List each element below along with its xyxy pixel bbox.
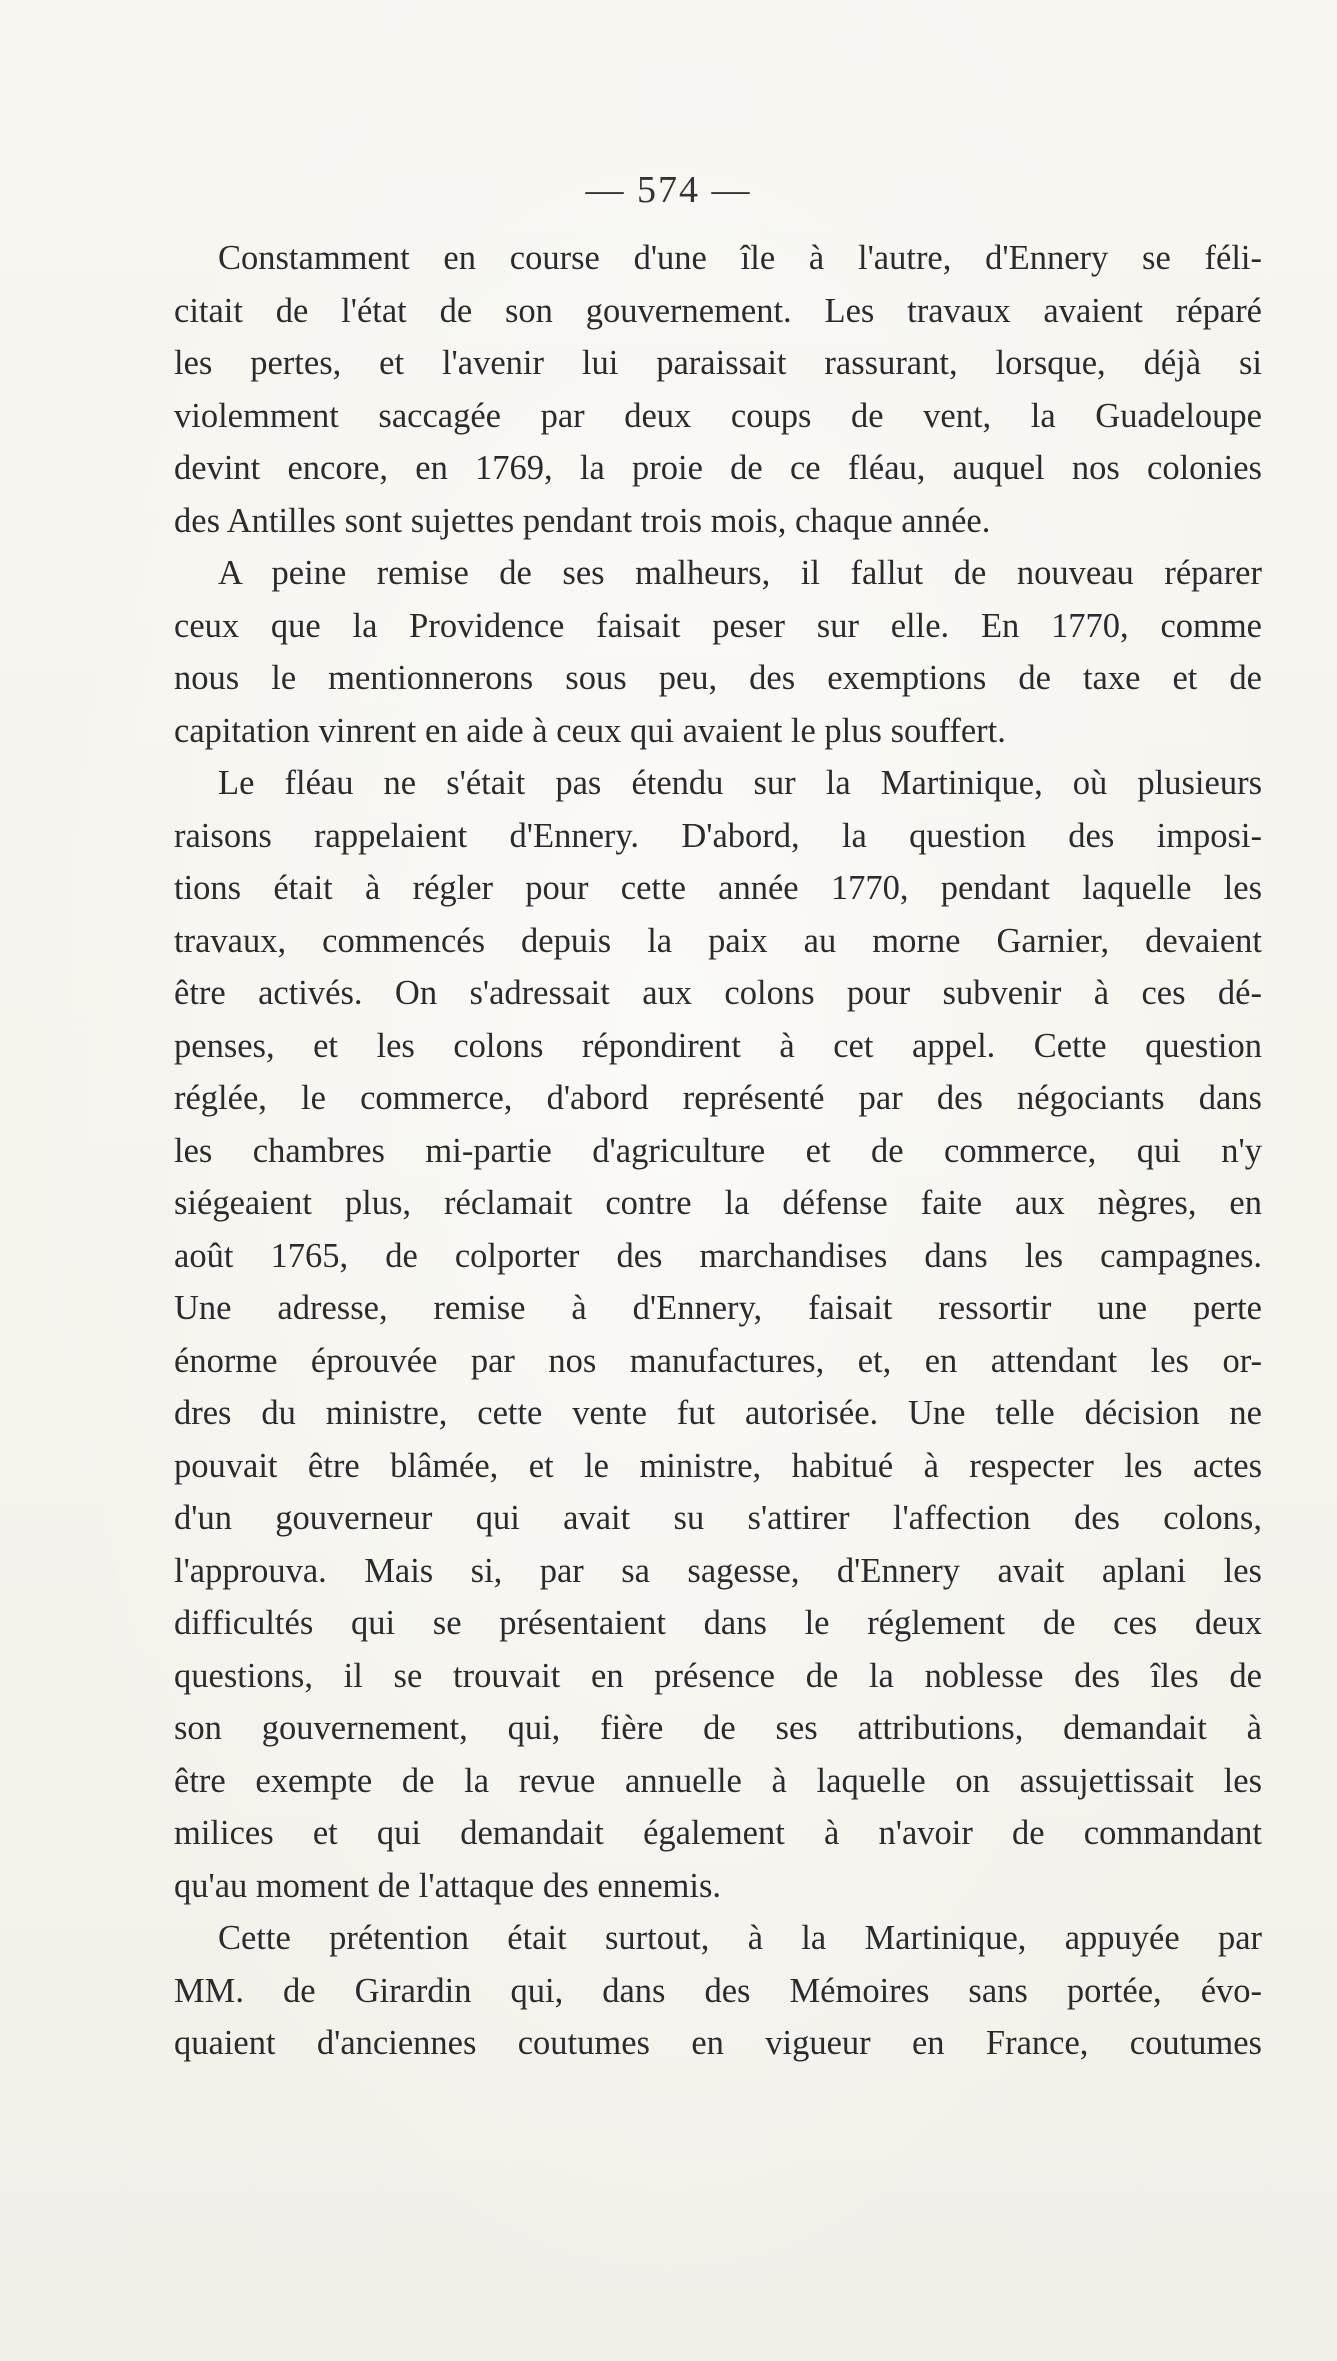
text-line: nous le mentionnerons sous peu, des exemptions de taxe et de — [174, 659, 1262, 697]
text-line: dres du ministre, cette vente fut autorisée. Une telle décision ne — [174, 1394, 1262, 1432]
text-line: qu'au moment de l'attaque des ennemis. — [174, 1866, 722, 1905]
text-line: questions, il se trouvait en présence de la noblesse des îles de — [174, 1656, 1262, 1695]
text-line: être exempte de la revue annuelle à laquelle on assujettissait les — [174, 1761, 1262, 1800]
text-line: difficultés qui se présentaient dans le réglement de ces deux — [174, 1604, 1262, 1642]
body-text — [174, 232, 1262, 2070]
text-line: siégeaient plus, réclamait contre la défense faite aux nègres, en — [174, 1184, 1262, 1222]
text-line: capitation vinrent en aide à ceux qui avaient le plus souffert. — [174, 711, 1006, 750]
text-line: Constamment en course d'une île à l'autre, d'Ennery se féli- — [218, 239, 1262, 277]
text-line: les chambres mi-partie d'agriculture et de commerce, qui n'y — [174, 1131, 1262, 1170]
text-line: ceux que la Providence faisait peser sur elle. En 1770, comme — [174, 606, 1262, 645]
text-line: travaux, commencés depuis la paix au morne Garnier, devaient — [174, 921, 1262, 960]
text-line: Cette prétention était surtout, à la Martinique, appuyée par — [218, 1919, 1262, 1957]
text-line: devint encore, en 1769, la proie de ce fléau, auquel nos colonies — [174, 449, 1262, 487]
text-line: son gouvernement, qui, fière de ses attributions, demandait à — [174, 1709, 1262, 1747]
text-line: A peine remise de ses malheurs, il fallut de nouveau réparer — [218, 554, 1262, 592]
text-line: raisons rappelaient d'Ennery. D'abord, la question des imposi- — [174, 816, 1262, 855]
text-line: les pertes, et l'avenir lui paraissait rassurant, lorsque, déjà si — [174, 344, 1262, 382]
text-line: énorme éprouvée par nos manufactures, et, en attendant les or- — [174, 1341, 1262, 1380]
text-line: penses, et les colons répondirent à cet appel. Cette question — [174, 1026, 1262, 1065]
text-line: MM. de Girardin qui, dans des Mémoires sans portée, évo- — [174, 1971, 1262, 2010]
text-line: des Antilles sont sujettes pendant trois mois, chaque année. — [174, 501, 991, 540]
text-line: tions était à régler pour cette année 1770, pendant laquelle les — [174, 869, 1262, 907]
text-line: Le fléau ne s'était pas étendu sur la Martinique, où plusieurs — [218, 764, 1262, 802]
page-number: — 574 — — [585, 169, 752, 211]
text-line: d'un gouverneur qui avait su s'attirer l'affection des colons, — [174, 1499, 1262, 1537]
text-line: violemment saccagée par deux coups de vent, la Guadeloupe — [174, 396, 1262, 435]
text-line: milices et qui demandait également à n'avoir de commandant — [174, 1814, 1262, 1852]
text-line: être activés. On s'adressait aux colons pour subvenir à ces dé- — [174, 974, 1262, 1012]
text-line: réglée, le commerce, d'abord représenté par des négociants dans — [174, 1079, 1262, 1117]
text-line: août 1765, de colporter des marchandises dans les campagnes. — [174, 1236, 1262, 1275]
text-line: quaient d'anciennes coutumes en vigueur en France, coutumes — [174, 2024, 1262, 2062]
text-line: Une adresse, remise à d'Ennery, faisait ressortir une perte — [174, 1289, 1262, 1327]
text-line: pouvait être blâmée, et le ministre, habitué à respecter les actes — [174, 1446, 1262, 1485]
text-line: citait de l'état de son gouvernement. Les travaux avaient réparé — [174, 291, 1262, 330]
text-line: l'approuva. Mais si, par sa sagesse, d'Ennery avait aplani les — [174, 1551, 1262, 1590]
